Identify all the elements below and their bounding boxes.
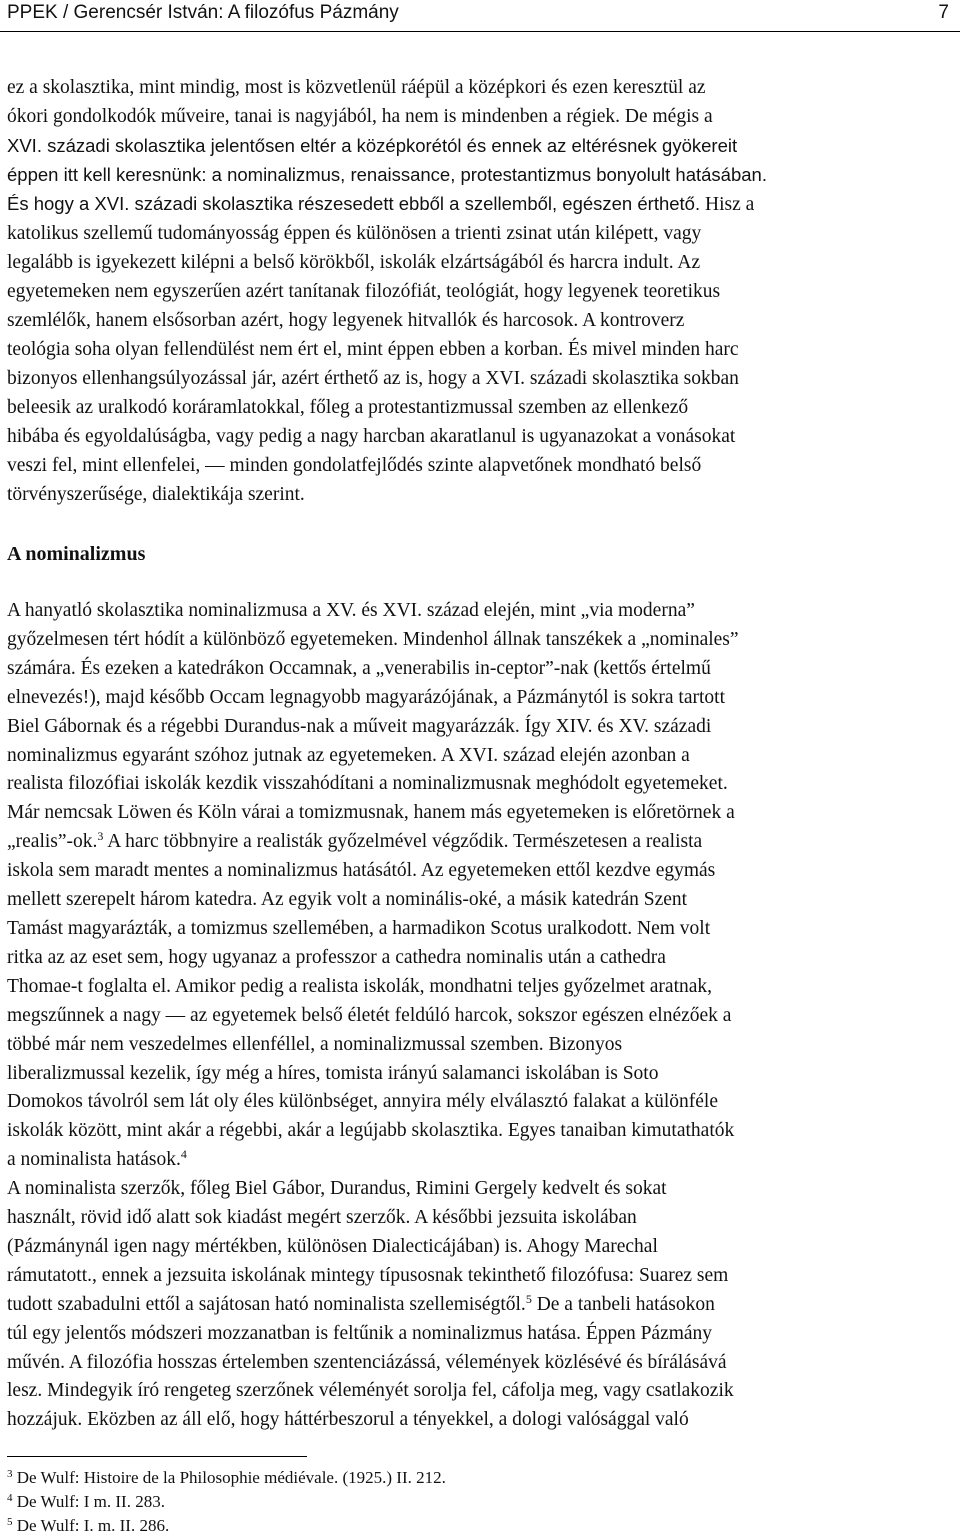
footnote-ref[interactable]: 5: [525, 1291, 532, 1306]
text-segment: a nominalista hatások.: [7, 1149, 181, 1171]
footnote-number: 4: [7, 1492, 13, 1504]
text-line: Biel Gábornak és a régebbi Durandus-nak a műveit magyarázzák. Így XIV. és XV. századi: [7, 715, 712, 737]
footnote-text: De Wulf: I. m. II. 286.: [16, 1516, 170, 1535]
text-line: mellett szerepelt három katedra. Az egyik volt a nominális-oké, a másik katedrán Szent: [7, 889, 688, 911]
footnote-ref[interactable]: 4: [180, 1147, 187, 1162]
text-line: iskola sem maradt mentes a nominalizmus hatásától. Az egyetemeken ettől kezdve egymás: [7, 860, 716, 882]
paragraph: [7, 1175, 953, 1435]
text-line: művén. A filozófia hosszas értelemben szentenciázássá, vélemények közlésévé és bírálásává: [7, 1351, 727, 1373]
text-line: elnevezés!), majd később Occam legnagyobb magyarázójának, a Pázmánytól is sokra tartott: [7, 686, 725, 708]
text-line: éppen itt kell keresnünk: a nominalizmus, renaissance, protestantizmus bonyolult hatásában.: [7, 164, 767, 185]
text-segment: Az: [677, 252, 701, 273]
text-segment: tudott szabadulni ettől a sajátosan ható nominalista szellemiségtől.: [7, 1293, 526, 1315]
text-line: győzelmesen tért hódít a különböző egyetemeken. Mindenhol állnak tanszékek a „nominales”: [7, 628, 739, 650]
text-line: Tamást magyarázták, a tomizmus szellemében, a harmadikon Scotus uralkodott. Nem volt: [7, 917, 711, 939]
text-line: bizonyos ellenhangsúlyozással jár, azért érthető az is, hogy a XVI. századi skolasztika sokban: [7, 368, 739, 389]
text-segment: „realis”-ok.: [7, 831, 98, 853]
text-segment: Hisz a: [704, 194, 755, 215]
document-title: PPEK / Gerencsér István: A filozófus Pázmány: [7, 2, 399, 23]
text-line: veszi fel, mint ellenfelei, — minden gondolatfejlődés szinte alapvetőnek mondható belső: [7, 455, 702, 476]
text-line: [7, 189, 953, 219]
text-line: ritka az az eset sem, hogy ugyanaz a professzor a cathedra nominalis után a cathedra: [7, 946, 666, 968]
text-line: A hanyatló skolasztika nominalizmusa a XV. és XVI. század elején, mint „via moderna”: [7, 600, 695, 621]
text-line: túl egy jelentős módszeri mozzanatban is feltűnik a nominalizmus hatása. Éppen Pázmány: [7, 1322, 713, 1344]
text-line: hozzájuk. Eközben az áll elő, hogy háttérbeszorul a tényekkel, a dologi valósággal való: [7, 1409, 689, 1431]
text-line: (Pázmánynál igen nagy mértékben, különösen Dialecticájában) is. Ahogy Marechal: [7, 1235, 658, 1257]
text-line: realista filozófiai iskolák kezdik visszahódítani a nominalizmusnak meghódolt egyetemeket.: [7, 773, 728, 795]
text-line: A nominalista szerzők, főleg Biel Gábor, Durandus, Rimini Gergely kedvelt és sokat: [7, 1178, 667, 1200]
text-line: rámutatott., ennek a jezsuita iskolának mintegy típusosnak tekinthető filozófusa: Suarez sem: [7, 1264, 729, 1286]
text-segment: A harc többnyire a realisták győzelmével végződik. Természetesen a realista: [103, 831, 703, 853]
text-line: szemlélők, hanem elsősorban azért, hogy legyenek hitvallók és harcosok. A kontroverz: [7, 310, 685, 331]
text-line: katolikus szellemű tudományosság éppen és különösen a trienti zsinat után kilépett, vagy: [7, 223, 702, 244]
text-line: [7, 1291, 953, 1320]
text-segment: De a tanbeli hatásokon: [531, 1293, 715, 1315]
text-line: ez a skolasztika, mint mindig, most is közvetlenül ráépül a középkori és ezen keresztül az: [7, 77, 706, 98]
footnote-text: De Wulf: I m. II. 283.: [16, 1492, 165, 1511]
footnote-number: 5: [7, 1516, 13, 1528]
footnote: [7, 1490, 707, 1514]
paragraph: [7, 73, 953, 509]
text-line: hibába és egyoldalúságba, vagy pedig a nagy harcban akaratlanul is ugyanazokat a vonásokat: [7, 426, 736, 447]
text-line: beleesik az uralkodó koráramlatokkal, főleg a protestantizmussal szemben az ellenkező: [7, 397, 689, 418]
footnote-ref[interactable]: 3: [97, 829, 104, 844]
text-line: iskolák között, mint akár a régebbi, akár a legújabb skolasztika. Egyes tanaiban kimutathatók: [7, 1120, 735, 1142]
text-line: [7, 828, 953, 857]
text-line: többé már nem veszedelmes ellenféllel, a nominalizmussal szemben. Bizonyos: [7, 1033, 623, 1055]
text-line: XVI. századi skolasztika jelentősen eltér a középkorétól és ennek az eltérésnek gyökereit: [7, 135, 738, 156]
text-line: használt, rövid idő alatt sok kiadást megért szerzők. A későbbi jezsuita iskolában: [7, 1207, 637, 1229]
text-segment: És hogy a XVI. századi skolasztika részesedett ebből a szellemből, egészen érthető.: [7, 193, 701, 214]
page-number: 7: [938, 2, 949, 23]
footnotes: [7, 1466, 707, 1538]
text-segment: legalább is igyekezett kilépni a belső körökből, iskolák elzártságából és harcra indult.: [7, 252, 674, 273]
footnote-divider: [7, 1456, 307, 1457]
footnote-text: De Wulf: Histoire de la Philosophie médiévale. (1925.) II. 212.: [16, 1468, 446, 1487]
header-divider: [0, 31, 960, 32]
paragraph: [7, 597, 953, 1175]
text-line: Már nemcsak Löwen és Köln várai a tomizmusnak, hanem más egyetemeken is előretörnek a: [7, 802, 735, 824]
text-line: nominalizmus egyaránt szóhoz jutnak az egyetemeken. A XVI. század elején azonban a: [7, 744, 690, 766]
footnote: [7, 1466, 707, 1490]
footnote: [7, 1514, 707, 1538]
section-heading: A nominalizmus: [7, 543, 146, 565]
page-header: [7, 0, 953, 26]
main-text-bottom: [7, 597, 953, 1435]
text-line: egyetemeken nem egyszerűen azért tanítanak filozófiát, teológiát, hogy legyenek teoretikus: [7, 281, 721, 302]
text-line: lesz. Mindegyik író rengeteg szerzőnek véleményét sorolja fel, cáfolja meg, vagy csatlakozik: [7, 1380, 734, 1402]
main-text-top: [7, 73, 953, 509]
footnote-number: 3: [7, 1468, 13, 1480]
text-line: liberalizmussal kezelik, így még a híres, tomista irányú salamanci iskolában is Soto: [7, 1062, 659, 1084]
text-line: Thomae-t foglalta el. Amikor pedig a realista iskolák, mondhatni teljes győzelmet aratnak,: [7, 975, 713, 997]
text-line: törvényszerűsége, dialektikája szerint.: [7, 484, 305, 505]
text-line: Domokos távolról sem lát oly éles különbséget, annyira mély elválasztó falakat a különféle: [7, 1091, 718, 1113]
text-line: ókori gondolkodók műveire, tanai is nagyjából, ha nem is mindenben a régiek. De mégis a: [7, 106, 713, 127]
text-line: [7, 248, 953, 277]
text-line: teológia soha olyan fellendülést nem ért el, mint éppen ebben a korban. És mivel minden harc: [7, 339, 739, 360]
text-line: számára. És ezeken a katedrákon Occamnak, a „venerabilis in-ceptor”-nak (kettős értelmű: [7, 657, 711, 679]
text-line: [7, 1146, 953, 1175]
text-line: megszűnnek a nagy — az egyetemek belső életét feldúló harcok, sokszor egészen elnézőek a: [7, 1004, 732, 1026]
